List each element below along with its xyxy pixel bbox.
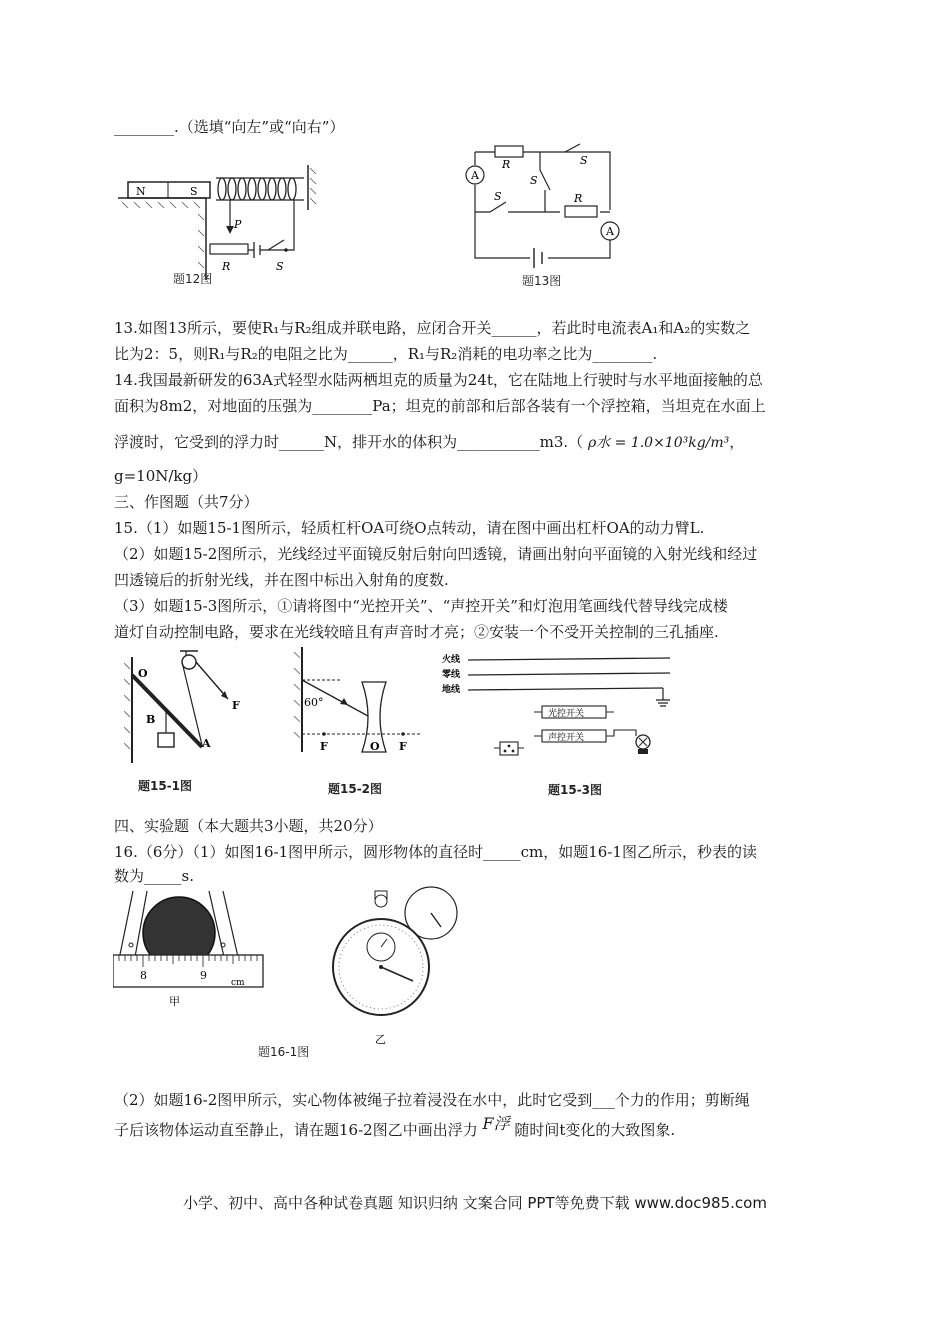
live-wire: [468, 658, 670, 660]
figure-16-1-caption: 题16-1图: [258, 1045, 310, 1059]
q15-part1: 15.（1）如题15-1图所示，轻质杠杆OA可绕O点转动，请在图中画出杠杆OA的动力臂L.: [114, 519, 705, 537]
switch-s2-label: S: [530, 174, 538, 187]
figure-13: [460, 140, 625, 290]
slider-p-label: P: [234, 218, 242, 231]
q15-part2-line1: （2）如题15-2图所示，光线经过平面镜反射后射向凹透镜，请画出射向平面镜的入射光线和经过: [114, 545, 758, 563]
label-yi: 乙: [375, 1033, 386, 1046]
focus-f1-label: F: [320, 740, 328, 753]
page-footer: 小学、初中、高中各种试卷真题 知识归纳 文案合同 PPT等免费下载 www.doc985.com: [183, 1194, 767, 1212]
figure-16-1: [113, 885, 468, 1063]
magnet-n-label: N: [136, 185, 146, 198]
figure-15-2: [290, 642, 425, 797]
q14-line1: 14.我国最新研发的63A式轻型水陆两栖坦克的质量为24t，它在陆地上行驶时与水平地面接触的总: [114, 371, 763, 389]
figure-15-1-caption: 题15-1图: [138, 779, 193, 793]
ground-symbol: [656, 688, 670, 706]
ammeter-a1-label: A: [471, 169, 479, 182]
water-density-formula: ρ水 = 1.0×10³kg/m³: [587, 435, 730, 451]
hanging-weight: [158, 733, 174, 747]
battery: [248, 242, 268, 258]
q15-part3-line1: （3）如题15-3图所示，①请将图中“光控开关”、“声控开关”和灯泡用笔画线代替导线完成楼: [114, 597, 728, 615]
resistor-r2: [565, 206, 597, 217]
switch-s3: [490, 202, 506, 212]
figure-12-caption: 题12图: [173, 272, 213, 286]
q16-line4-text-b: 随时间t变化的大致图象.: [514, 1121, 676, 1139]
q16-line4: [114, 1114, 676, 1140]
q14-line4: g=10N/kg）: [114, 467, 208, 485]
switch-s-label: S: [276, 260, 284, 273]
neutral-wire: [468, 673, 670, 675]
ruler-tick-9: 9: [200, 969, 207, 982]
light-switch-label: 光控开关: [548, 709, 585, 719]
q12-answer-line: ________.（选填“向左”或“向右”）: [114, 118, 345, 136]
stopwatch: [333, 887, 457, 1015]
q14-line3-end: ，: [729, 433, 745, 451]
force-f-label: F: [232, 699, 240, 712]
ruler-unit: cm: [231, 978, 245, 988]
q13-line2: 比为2：5，则R₁与R₂的电阻之比为______，R₁与R₂消耗的电功率之比为________.: [114, 345, 658, 363]
q16-line3: （2）如题16-2图甲所示，实心物体被绳子拉着浸没在水中，此时它受到___个力的作用；剪断绳: [114, 1091, 750, 1109]
solenoid-coil: [216, 178, 304, 200]
magnet-s-label: S: [190, 185, 198, 198]
figure-15-1-diagram: [120, 645, 265, 795]
figure-15-3: [438, 650, 678, 800]
figure-15-1: [120, 645, 265, 795]
q15-part3-line2: 道灯自动控制电路，要求在光线较暗且有声音时才亮；②安装一个不受开关控制的三孔插座.: [114, 623, 719, 641]
pulley: [182, 655, 196, 669]
figure-15-3-diagram: [438, 650, 678, 800]
q13-line1: 13.如图13所示，要使R₁与R₂组成并联电路，应闭合开关______，若此时电流表A₁和A₂的实数之: [114, 319, 751, 337]
figure-12-diagram: [118, 150, 323, 288]
figure-15-2-diagram: [290, 642, 425, 797]
q16-line2: 数为_____s.: [114, 867, 194, 885]
ruler-setup: [113, 891, 263, 1008]
point-o-label: O: [138, 667, 148, 680]
ground-wire-label: 地线: [442, 685, 461, 695]
figure-13-caption: 题13图: [522, 274, 562, 288]
label-jia: 甲: [169, 995, 180, 1008]
buoyancy-symbol: F浮: [482, 1114, 510, 1133]
focus-f2-label: F: [399, 740, 407, 753]
q14-line2: 面积为8m2，对地面的压强为________Pa；坦克的前部和后部各装有一个浮控箱，当坦克在水面上: [114, 397, 766, 415]
q16-line4-text-a: 子后该物体运动直至静止，请在题16-2图乙中画出浮力: [114, 1121, 478, 1139]
figure-12: [118, 150, 323, 288]
switch-s: [268, 240, 284, 250]
ground-wire: [468, 688, 663, 690]
q16-line1: 16.（6分）（1）如图16-1图甲所示，圆形物体的直径时_____cm，如题16-1图乙所示，秒表的读: [114, 843, 757, 861]
q15-part2-line2: 凹透镜后的折射光线，并在图中标出入射角的度数.: [114, 571, 449, 589]
ruler-tick-8: 8: [140, 969, 147, 982]
q14-line3: [114, 432, 744, 453]
switch-s1-label: S: [580, 154, 588, 167]
figure-15-3-caption: 题15-3图: [548, 783, 603, 797]
angle-label: 60°: [304, 696, 324, 709]
q14-line3-text: 浮渡时，它受到的浮力时______N，排开水的体积为___________m3.（: [114, 433, 584, 451]
rheostat: [210, 244, 248, 254]
switch-s1: [565, 144, 580, 152]
switch-s3-label: S: [494, 190, 502, 203]
lens-center-o-label: O: [370, 740, 380, 753]
section-3-heading: 三、作图题（共7分）: [114, 493, 259, 511]
figure-16-1-diagram: [113, 885, 468, 1063]
ammeter-a2-label: A: [606, 225, 614, 238]
switch-s2: [540, 170, 550, 190]
point-b-label: B: [146, 713, 156, 726]
rheostat-r-label: R: [222, 260, 231, 273]
resistor-r1: [495, 146, 523, 157]
resistor-r2-label: R: [574, 192, 583, 205]
section-4-heading: 四、实验题（本大题共3小题，共20分）: [114, 817, 383, 835]
three-hole-socket: [500, 742, 518, 755]
live-wire-label: 火线: [442, 655, 461, 665]
battery-13: [534, 248, 542, 268]
resistor-r1-label: R: [502, 158, 511, 171]
figure-13-diagram: [460, 140, 625, 290]
neutral-wire-label: 零线: [442, 670, 461, 680]
point-a-label: A: [202, 737, 211, 750]
figure-15-2-caption: 题15-2图: [328, 782, 383, 796]
sound-switch-label: 声控开关: [548, 733, 585, 743]
